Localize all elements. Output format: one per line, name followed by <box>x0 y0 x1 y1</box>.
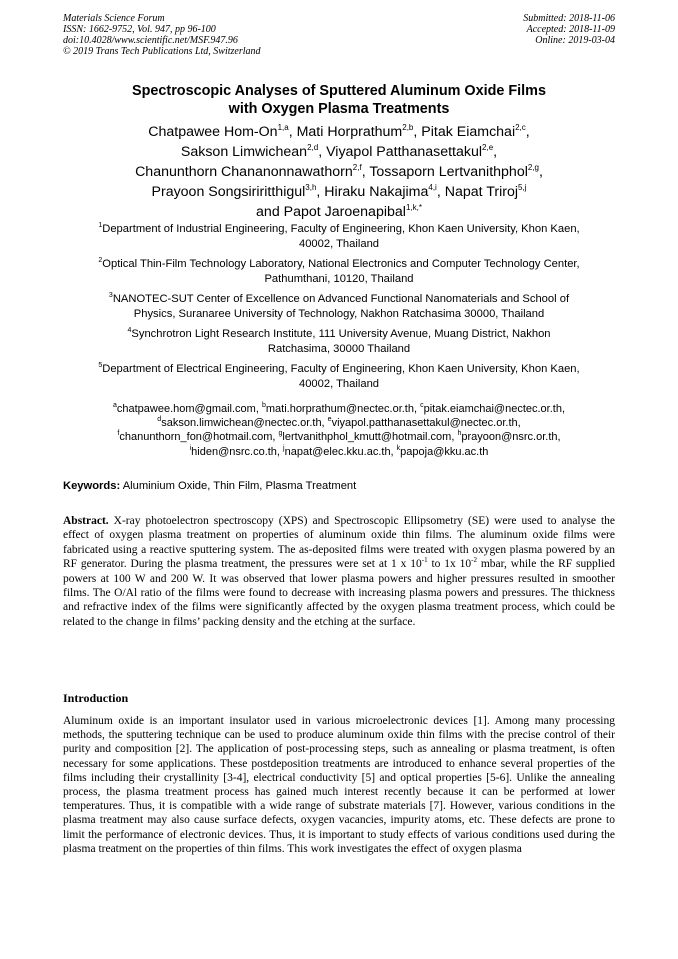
affiliation-5 <box>63 362 615 391</box>
author-name: Hiraku Nakajima <box>324 184 429 200</box>
author-sup: 2,d <box>307 143 319 152</box>
author-line-2 <box>63 142 615 162</box>
email-address[interactable]: papoja@kku.ac.th <box>400 445 489 458</box>
author-name: Tossaporn Lertvanithphol <box>369 164 528 180</box>
author-name: Prayoon Songsiriritthigul <box>151 184 306 200</box>
email-line-3 <box>63 430 615 444</box>
introduction-heading: Introduction <box>63 691 129 705</box>
author-list <box>63 122 615 222</box>
email-sup: f <box>117 430 120 438</box>
abstract-text: X-ray photoelectron spectroscopy (XPS) and Spectroscopic Ellipsometry (SE) were used to analyse the effect of oxygen plasma treatment on properties of aluminum oxide thin films. The aluminum oxide films were fabricated using a reactive sputtering system. The as-deposited films were treated with oxygen plasma powered by an RF generator. During the plasma treatment, the pressures were set at 1 x 10 <box>63 515 615 571</box>
email-sup: k <box>396 444 401 452</box>
introduction-text: Aluminum oxide is an important insulator used in various microelectronic devices [1]. Among many processing methods, the sputtering technique can be used to produce aluminum oxide thin films with the precise control of their purity and composition [2]. The application of post-processing steps, such as annealing or plasma treatment, is often necessary for some applications. These postdeposition treatments are introduced to enhance several properties of the films including their crystallinity [3-4], electrical conductivity [5] and optical properties [5-6]. Unlike the annealing process, the plasma treatment process has gained much interest recently because it can be performed at lower temperatures. Thus, it is compatible with a wide range of substrate materials [7]. However, various conditions in the plasma treatment may also cause surface defects, oxygen vacancies, impurity atoms, etc. These defects are prone to limit the performance of electronic devices. Thus, it is important to study effects of various conditions used during the plasma treatment on the properties of thin films. This work investigates the effect of oxygen plasma <box>63 715 615 855</box>
author-name: Chatpawee Hom-On <box>148 124 278 140</box>
email-sup: i <box>189 444 192 452</box>
email-line-1 <box>63 402 615 416</box>
email-sup: b <box>261 402 266 409</box>
affiliations <box>63 222 615 397</box>
email-address[interactable]: sakson.limwichean@nectec.or.th, <box>161 417 328 430</box>
author-line-3 <box>63 162 615 182</box>
paper-title <box>63 82 615 118</box>
author-sep: , <box>361 164 370 180</box>
author-sup: 2,c <box>515 123 526 132</box>
doi: doi:10.4028/www.scientific.net/MSF.947.96 <box>63 35 238 46</box>
email-list <box>63 402 615 459</box>
author-name: Sakson Limwichean <box>180 144 308 160</box>
abstract <box>63 514 615 629</box>
abstract-label: Abstract. <box>63 515 109 527</box>
affiliation-2 <box>63 257 615 286</box>
journal-name: Materials Science Forum <box>63 13 165 24</box>
email-sup: j <box>283 444 285 452</box>
author-sup: 5,j <box>518 183 527 192</box>
author-sep: , <box>436 184 445 200</box>
author-sup: 1,k,* <box>405 203 422 212</box>
email-sup: a <box>112 402 117 409</box>
author-sup: 4,i <box>428 183 437 192</box>
abstract-text: mbar, while the RF supplied powers at 100 W and 200 W. It was observed that lower plasma powers and higher pressures resulted in smoother films. The O/Al ratio of the films were found to decrease with increasing plasma powers and pressures. The thickness and refractive index of the films were significantly affected by the oxygen plasma treatment process, which could be related to the change in films’ packing density and the etching at the surface. <box>63 558 615 628</box>
affiliation-num: 2 <box>98 257 103 264</box>
author-name: Viyapol Patthanasettakul <box>326 144 483 160</box>
author-sep: , <box>288 124 297 140</box>
author-sup: 3,h <box>305 183 317 192</box>
abstract-exponent: -2 <box>471 556 477 565</box>
email-sup: g <box>278 430 283 438</box>
accepted-date: Accepted: 2018-11-09 <box>526 24 615 35</box>
abstract-text: to 1x 10 <box>427 558 472 571</box>
affiliation-text-2: Pathumthani, 10120, Thailand <box>264 272 414 285</box>
author-sep: , <box>318 144 327 160</box>
affiliation-num: 4 <box>127 327 132 334</box>
abstract-exponent: -1 <box>421 556 428 565</box>
affiliation-num: 3 <box>108 292 113 299</box>
author-line-1 <box>63 122 615 142</box>
affiliation-text: NANOTEC-SUT Center of Excellence on Advanced Functional Nanomaterials and School of <box>112 293 570 305</box>
affiliation-num: 1 <box>98 222 103 229</box>
affiliation-text-2: 40002, Thailand <box>298 377 380 390</box>
email-address[interactable]: viyapol.patthanasettakul@nectec.or.th, <box>331 417 521 430</box>
affiliation-text: Optical Thin-Film Technology Laboratory, National Electronics and Computer Technology Center, <box>102 258 580 270</box>
affiliation-text: Department of Industrial Engineering, Faculty of Engineering, Khon Kaen University, Khon Kaen, <box>102 223 580 235</box>
author-sep: , <box>538 164 543 180</box>
author-sep: , <box>525 124 530 140</box>
keywords-label: Keywords: <box>63 480 121 492</box>
author-name: Mati Horprathum <box>296 124 403 140</box>
dates-info <box>523 13 615 46</box>
title-line-2: with Oxygen Plasma Treatments <box>228 101 450 117</box>
email-address[interactable]: mati.horprathum@nectec.or.th, <box>265 403 421 415</box>
author-sep: , <box>493 144 498 160</box>
affiliation-4 <box>63 327 615 356</box>
affiliation-num: 5 <box>98 362 103 369</box>
author-name: Napat Triroj <box>444 184 519 200</box>
keywords-text: Aluminium Oxide, Thin Film, Plasma Treatment <box>120 480 357 492</box>
author-sup: 1,a <box>277 123 289 132</box>
issn-volume: ISSN: 1662-9752, Vol. 947, pp 96-100 <box>63 24 216 35</box>
email-sup: d <box>157 416 162 424</box>
email-sup: e <box>327 416 332 424</box>
email-address[interactable]: pitak.eiamchai@nectec.or.th, <box>423 403 566 415</box>
email-address[interactable]: napat@elec.kku.ac.th, <box>284 445 397 458</box>
email-sup: h <box>457 430 462 438</box>
author-name: and Papot Jaroenapibal <box>256 204 406 220</box>
affiliation-1 <box>63 222 615 251</box>
keywords <box>63 479 615 494</box>
author-line-4 <box>63 182 615 202</box>
online-date: Online: 2019-03-04 <box>535 35 615 46</box>
affiliation-text-2: 40002, Thailand <box>298 237 380 250</box>
copyright: © 2019 Trans Tech Publications Ltd, Switzerland <box>63 46 261 57</box>
email-line-2 <box>63 416 615 430</box>
author-name: Chanunthorn Chananonnawathorn <box>135 164 353 180</box>
author-sup: 2,e <box>482 143 494 152</box>
author-sup: 2,b <box>402 123 414 132</box>
email-line-4 <box>63 445 615 459</box>
email-address[interactable]: hiden@nsrc.co.th, <box>191 445 284 458</box>
submitted-date: Submitted: 2018-11-06 <box>523 13 615 24</box>
affiliation-text: Synchrotron Light Research Institute, 111 University Avenue, Muang District, Nakhon <box>131 328 551 340</box>
author-sep: , <box>413 124 422 140</box>
affiliation-text-2: Ratchasima, 30000 Thailand <box>267 342 411 355</box>
email-address[interactable]: chanunthorn_fon@hotmail.com, <box>119 431 279 444</box>
author-sup: 2,f <box>352 163 362 172</box>
email-address[interactable]: prayoon@nsrc.or.th, <box>461 431 561 444</box>
author-line-5 <box>63 202 615 222</box>
email-sup: c <box>420 402 424 409</box>
author-name: Pitak Eiamchai <box>421 124 516 140</box>
email-address[interactable]: lertvanithphol_kmutt@hotmail.com, <box>282 431 458 444</box>
title-line-1: Spectroscopic Analyses of Sputtered Aluminum Oxide Films <box>132 83 546 99</box>
affiliation-text: Department of Electrical Engineering, Faculty of Engineering, Khon Kaen University, Khon Kaen, <box>102 363 580 375</box>
email-address[interactable]: chatpawee.hom@gmail.com, <box>116 403 262 415</box>
author-sup: 2,g <box>527 163 539 172</box>
journal-info <box>63 13 261 57</box>
author-sep: , <box>316 184 325 200</box>
affiliation-text-2: Physics, Suranaree University of Technology, Nakhon Ratchasima 30000, Thailand <box>133 307 545 320</box>
affiliation-3 <box>63 292 615 321</box>
